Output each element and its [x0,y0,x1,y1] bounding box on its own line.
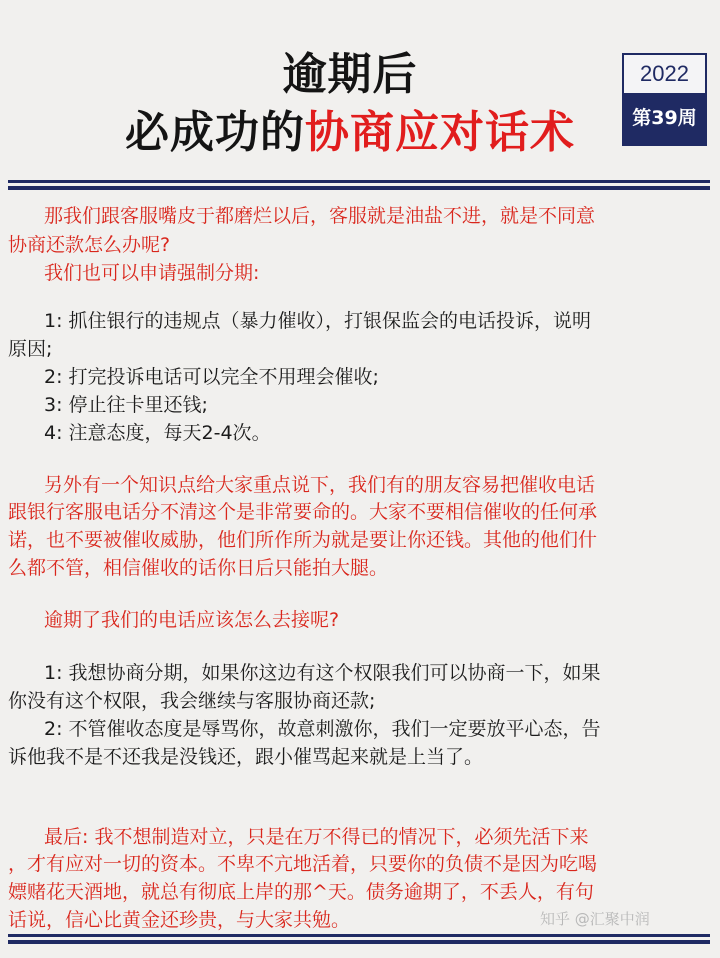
bottom-divider-thin [8,934,710,937]
list2-line: 1: 我想协商分期，如果你这边有这个权限我们可以协商一下，如果 [44,662,601,684]
top-divider-thin [8,180,710,183]
knowledge-line: 诺，也不要被催收威胁，他们所作所为就是要让你还钱。其他的他们什 [8,529,598,551]
closing-line: ，才有应对一切的资本。不卑不亢地活着，只要你的负债不是因为吃喝 [8,853,598,875]
page-title-line2 [0,96,710,160]
issue-badge [622,53,707,146]
title-line2-highlight: 协商应对话术 [305,107,575,158]
list2-line: 诉他我不是不还我是没钱还，跟小催骂起来就是上当了。 [8,746,484,768]
closing-line: 嫖赌花天酒地，就总有彻底上岸的那^天。债务逾期了，不丢人，有句 [8,881,594,903]
badge-week: 第39周 [624,93,705,144]
knowledge-line: 么都不管，相信催收的话你日后只能拍大腿。 [8,557,389,579]
list1-line: 3: 停止往卡里还钱; [44,394,208,416]
page-title-line1 [0,38,710,102]
list2-line: 你没有这个权限，我会继续与客服协商还款; [8,690,376,712]
closing-line: 最后: 我不想制造对立，只是在万不得已的情况下，必须先活下来 [44,826,589,848]
closing-line: 话说，信心比黄金还珍贵，与大家共勉。 [8,909,351,931]
intro-line: 我们也可以申请强制分期: [44,262,260,284]
badge-year: 2022 [640,61,689,86]
bottom-divider-thick [8,940,710,944]
knowledge-line: 另外有一个知识点给大家重点说下，我们有的朋友容易把催收电话 [44,474,596,496]
title-line1-text: 逾期后 [282,49,418,100]
question2-line: 逾期了我们的电话应该怎么去接呢? [44,609,340,631]
intro-line: 那我们跟客服嘴皮于都磨烂以后，客服就是油盐不进，就是不同意 [44,205,596,227]
top-divider-thick [8,186,710,190]
intro-line: 协商还款怎么办呢? [8,234,171,256]
knowledge-line: 跟银行客服电话分不清这个是非常要命的。大家不要相信催收的任何承 [8,501,598,523]
watermark: 知乎 @汇聚中润 [540,910,650,928]
list1-line: 4: 注意态度，每天2-4次。 [44,422,271,444]
list1-line: 原因; [8,338,53,360]
list1-line: 1: 抓住银行的违规点（暴力催收），打银保监会的电话投诉，说明 [44,310,592,332]
title-line2-prefix: 必成功的 [125,107,305,158]
list2-line: 2: 不管催收态度是辱骂你，故意刺激你，我们一定要放平心态，告 [44,718,601,740]
list1-line: 2: 打完投诉电话可以完全不用理会催收; [44,366,379,388]
